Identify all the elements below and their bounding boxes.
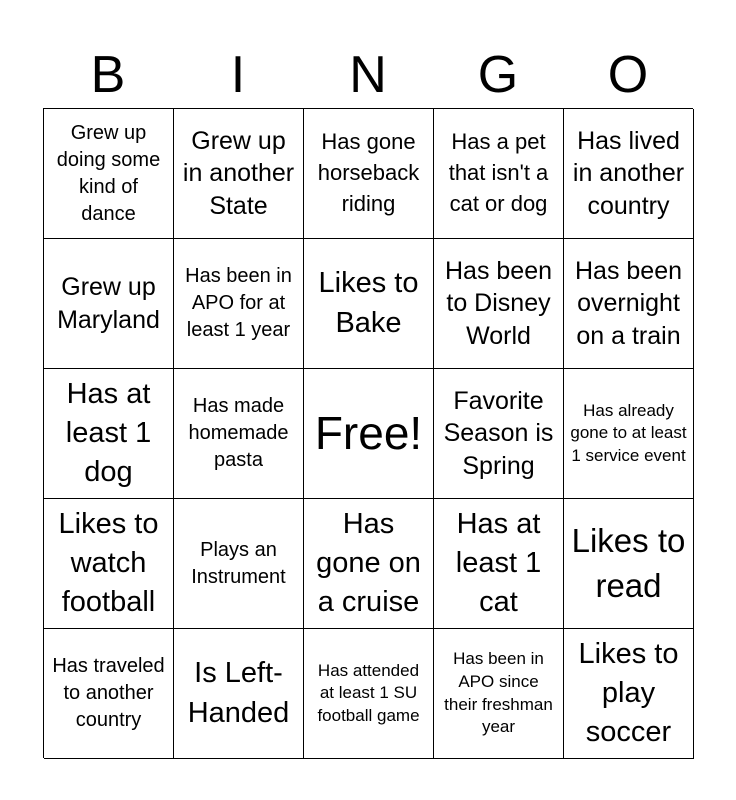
- bingo-cell-text: Likes to read: [571, 521, 686, 604]
- bingo-cell-text: Has attended at least 1 SU football game: [317, 660, 420, 725]
- bingo-cell-text: Favorite Season is Spring: [443, 386, 554, 480]
- bingo-header: [43, 40, 693, 108]
- bingo-cell-r2c1[interactable]: [44, 239, 174, 369]
- bingo-cell-text: Has been overnight on a train: [574, 256, 683, 350]
- bingo-cell-text: Grew up doing some kind of dance: [56, 121, 161, 225]
- bingo-cell-text: Has been in APO since their freshman year: [444, 649, 553, 737]
- bingo-cell-r4c3[interactable]: [304, 499, 434, 629]
- header-letter-b: B: [90, 46, 126, 104]
- bingo-cell-r2c5[interactable]: [564, 239, 694, 369]
- free-space-text: Free!: [314, 406, 423, 459]
- bingo-cell-r4c1[interactable]: [44, 499, 174, 629]
- bingo-cell-r1c5[interactable]: [564, 109, 694, 239]
- bingo-cell-r3c4[interactable]: [434, 369, 564, 499]
- bingo-cell-text: Has made homemade pasta: [188, 395, 289, 471]
- bingo-cell-text: Likes to Bake: [318, 267, 419, 339]
- bingo-cell-text: Has gone on a cruise: [316, 507, 421, 619]
- bingo-cell-r4c2[interactable]: [174, 499, 304, 629]
- bingo-board: [43, 108, 693, 758]
- header-letter-n: N: [349, 46, 387, 104]
- bingo-cell-r5c2[interactable]: [174, 629, 304, 759]
- bingo-cell-text: Is Left-Handed: [187, 657, 290, 729]
- free-space-cell[interactable]: [304, 369, 434, 499]
- bingo-cell-text: Likes to watch football: [58, 507, 159, 619]
- bingo-cell-r3c1[interactable]: [44, 369, 174, 499]
- header-letter-i: I: [230, 46, 246, 104]
- bingo-cell-r3c2[interactable]: [174, 369, 304, 499]
- bingo-cell-text: Has already gone to at least 1 service event: [570, 400, 687, 465]
- bingo-cell-text: Has been in APO for at least 1 year: [185, 265, 292, 341]
- bingo-cell-r5c3[interactable]: [304, 629, 434, 759]
- bingo-cell-text: Has at least 1 dog: [65, 377, 152, 489]
- bingo-cell-text: Has at least 1 cat: [455, 507, 542, 619]
- bingo-cell-text: Has gone horseback riding: [317, 129, 420, 216]
- bingo-cell-text: Grew up Maryland: [57, 273, 160, 334]
- bingo-cell-r1c3[interactable]: [304, 109, 434, 239]
- bingo-cell-text: Has a pet that isn't a cat or dog: [448, 129, 549, 216]
- header-letter-g: G: [477, 46, 519, 104]
- bingo-cell-text: Has lived in another country: [572, 126, 685, 220]
- bingo-cell-r4c5[interactable]: [564, 499, 694, 629]
- bingo-cell-r5c1[interactable]: [44, 629, 174, 759]
- bingo-cell-r2c4[interactable]: [434, 239, 564, 369]
- bingo-cell-text: Plays an Instrument: [191, 538, 286, 588]
- bingo-cell-r4c4[interactable]: [434, 499, 564, 629]
- bingo-cell-text: Has traveled to another country: [52, 655, 165, 731]
- bingo-cell-r2c2[interactable]: [174, 239, 304, 369]
- bingo-cell-r1c1[interactable]: [44, 109, 174, 239]
- bingo-cell-r2c3[interactable]: [304, 239, 434, 369]
- bingo-cell-text: Likes to play soccer: [578, 637, 679, 749]
- bingo-cell-r5c5[interactable]: [564, 629, 694, 759]
- bingo-cell-text: Grew up in another State: [182, 126, 295, 220]
- bingo-cell-r5c4[interactable]: [434, 629, 564, 759]
- header-letter-o: O: [607, 46, 649, 104]
- bingo-cell-r1c2[interactable]: [174, 109, 304, 239]
- bingo-cell-r3c5[interactable]: [564, 369, 694, 499]
- bingo-cell-r1c4[interactable]: [434, 109, 564, 239]
- bingo-cell-text: Has been to Disney World: [444, 256, 553, 350]
